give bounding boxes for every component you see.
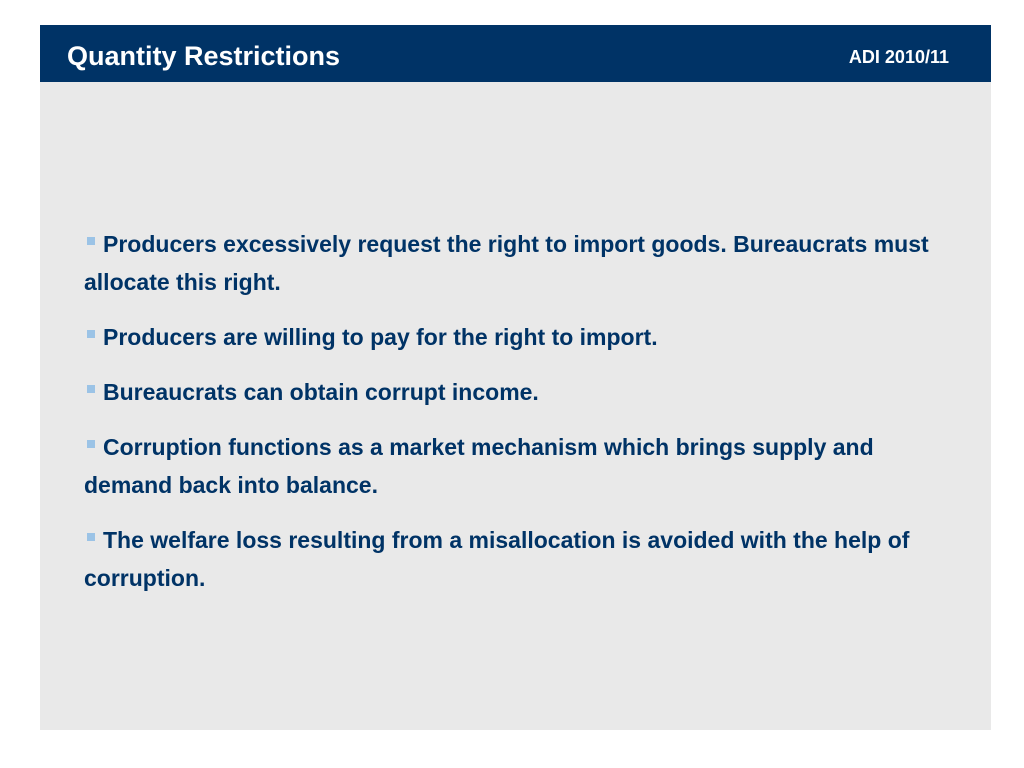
bullet-text: Producers excessively request the right to import goods. Bureaucrats must allocate this right. — [84, 231, 929, 295]
bullet-text: Bureaucrats can obtain corrupt income. — [103, 379, 539, 405]
bullet-text: The welfare loss resulting from a misallocation is avoided with the help of corruption. — [84, 527, 910, 591]
bullet-list — [84, 225, 944, 614]
square-bullet-icon — [87, 385, 95, 393]
square-bullet-icon — [87, 237, 95, 245]
bullet-text: Corruption functions as a market mechanism which brings supply and demand back into balance. — [84, 434, 874, 498]
bullet-item — [84, 521, 944, 597]
bullet-item — [84, 428, 944, 504]
bullet-item — [84, 225, 944, 301]
square-bullet-icon — [87, 440, 95, 448]
slide-header — [40, 25, 991, 82]
slide-title: Quantity Restrictions — [67, 41, 341, 71]
slide — [40, 25, 991, 730]
bullet-item — [84, 373, 944, 411]
square-bullet-icon — [87, 533, 95, 541]
bullet-item — [84, 318, 944, 356]
bullet-text: Producers are willing to pay for the right to import. — [103, 324, 658, 350]
square-bullet-icon — [87, 330, 95, 338]
course-tag: ADI 2010/11 — [848, 47, 949, 67]
